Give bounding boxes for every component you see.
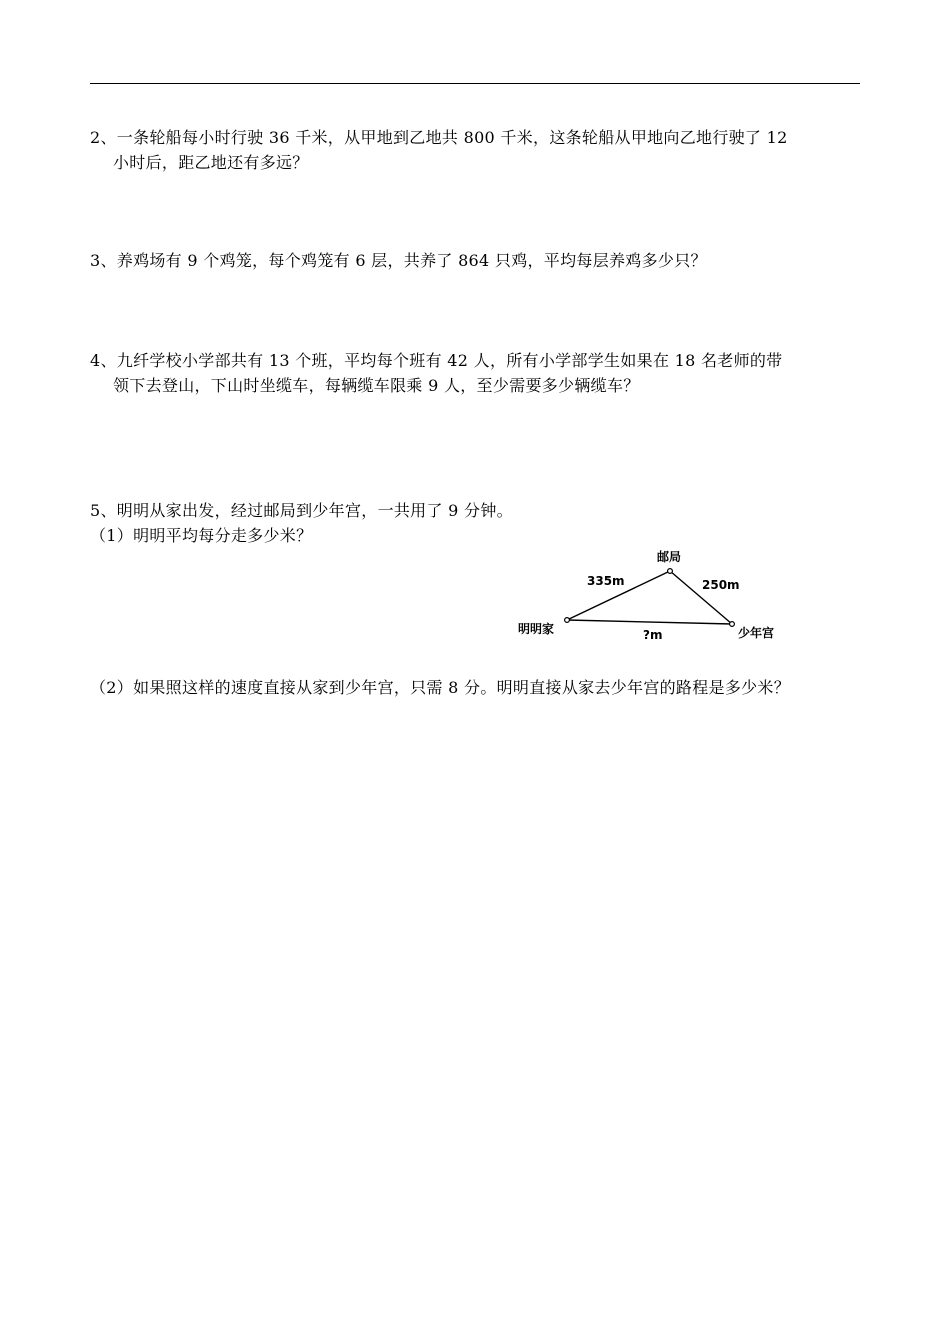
- edge-home-palace: [567, 620, 732, 624]
- question-2-line-2: 小时后，距乙地还有多远？: [113, 153, 309, 172]
- header-rule: [90, 83, 860, 84]
- home-label: 明明家: [518, 622, 555, 636]
- post-office-point: [668, 569, 673, 574]
- question-5-stem: 5、明明从家出发，经过邮局到少年宫，一共用了 9 分钟。: [90, 501, 513, 520]
- post-office-label: 邮局: [657, 550, 682, 564]
- youth-palace-point: [730, 622, 735, 627]
- distance-home-palace: ?m: [643, 628, 663, 642]
- distance-post-palace: 250m: [702, 578, 740, 592]
- question-5-part-2: （2）如果照这样的速度直接从家到少年宫，只需 8 分。明明直接从家去少年宫的路程是多少米？: [90, 678, 791, 697]
- question-3-line-1: 3、养鸡场有 9 个鸡笼，每个鸡笼有 6 层，共养了 864 只鸡，平均每层养鸡多少只？: [90, 251, 707, 270]
- distance-home-post: 335m: [587, 574, 625, 588]
- home-point: [565, 618, 570, 623]
- route-diagram: [500, 540, 800, 650]
- question-5-part-1: （1）明明平均每分走多少米？: [90, 526, 313, 545]
- question-4-line-2: 领下去登山，下山时坐缆车，每辆缆车限乘 9 人，至少需要多少辆缆车？: [113, 376, 640, 395]
- youth-palace-label: 少年宫: [738, 626, 775, 640]
- question-2-line-1: 2、一条轮船每小时行驶 36 千米，从甲地到乙地共 800 千米，这条轮船从甲地向乙地行驶了 12: [90, 128, 788, 147]
- question-4-line-1: 4、九纤学校小学部共有 13 个班，平均每个班有 42 人，所有小学部学生如果在 18 名老师的带: [90, 351, 783, 370]
